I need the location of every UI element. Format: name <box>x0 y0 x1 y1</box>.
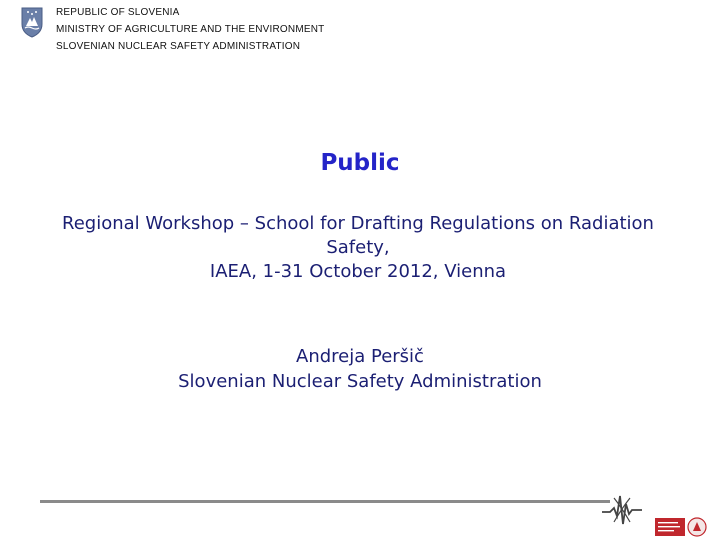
page-title: Public <box>320 150 400 176</box>
workshop-line: Safety, <box>326 237 390 258</box>
author-affiliation: Slovenian Nuclear Safety Administration <box>178 371 542 392</box>
ministry-label: MINISTRY OF AGRICULTURE AND THE ENVIRONMENT <box>56 24 325 35</box>
administration-label: SLOVENIAN NUCLEAR SAFETY ADMINISTRATION <box>56 41 301 52</box>
author-block <box>0 344 720 394</box>
sna-logo-icon <box>655 516 707 538</box>
workshop-description <box>40 212 676 284</box>
footer-divider <box>40 500 610 503</box>
workshop-date-location: IAEA, 1-31 October 2012, Vienna <box>209 261 507 282</box>
workshop-line: Regional Workshop – School for Drafting Regulations on Radiation <box>62 213 654 234</box>
republic-label: REPUBLIC OF SLOVENIA <box>56 7 180 18</box>
slovenia-coat-of-arms-icon <box>20 6 44 38</box>
author-name: Andreja Peršič <box>296 346 424 367</box>
nuclear-wave-symbol-icon <box>600 486 644 534</box>
